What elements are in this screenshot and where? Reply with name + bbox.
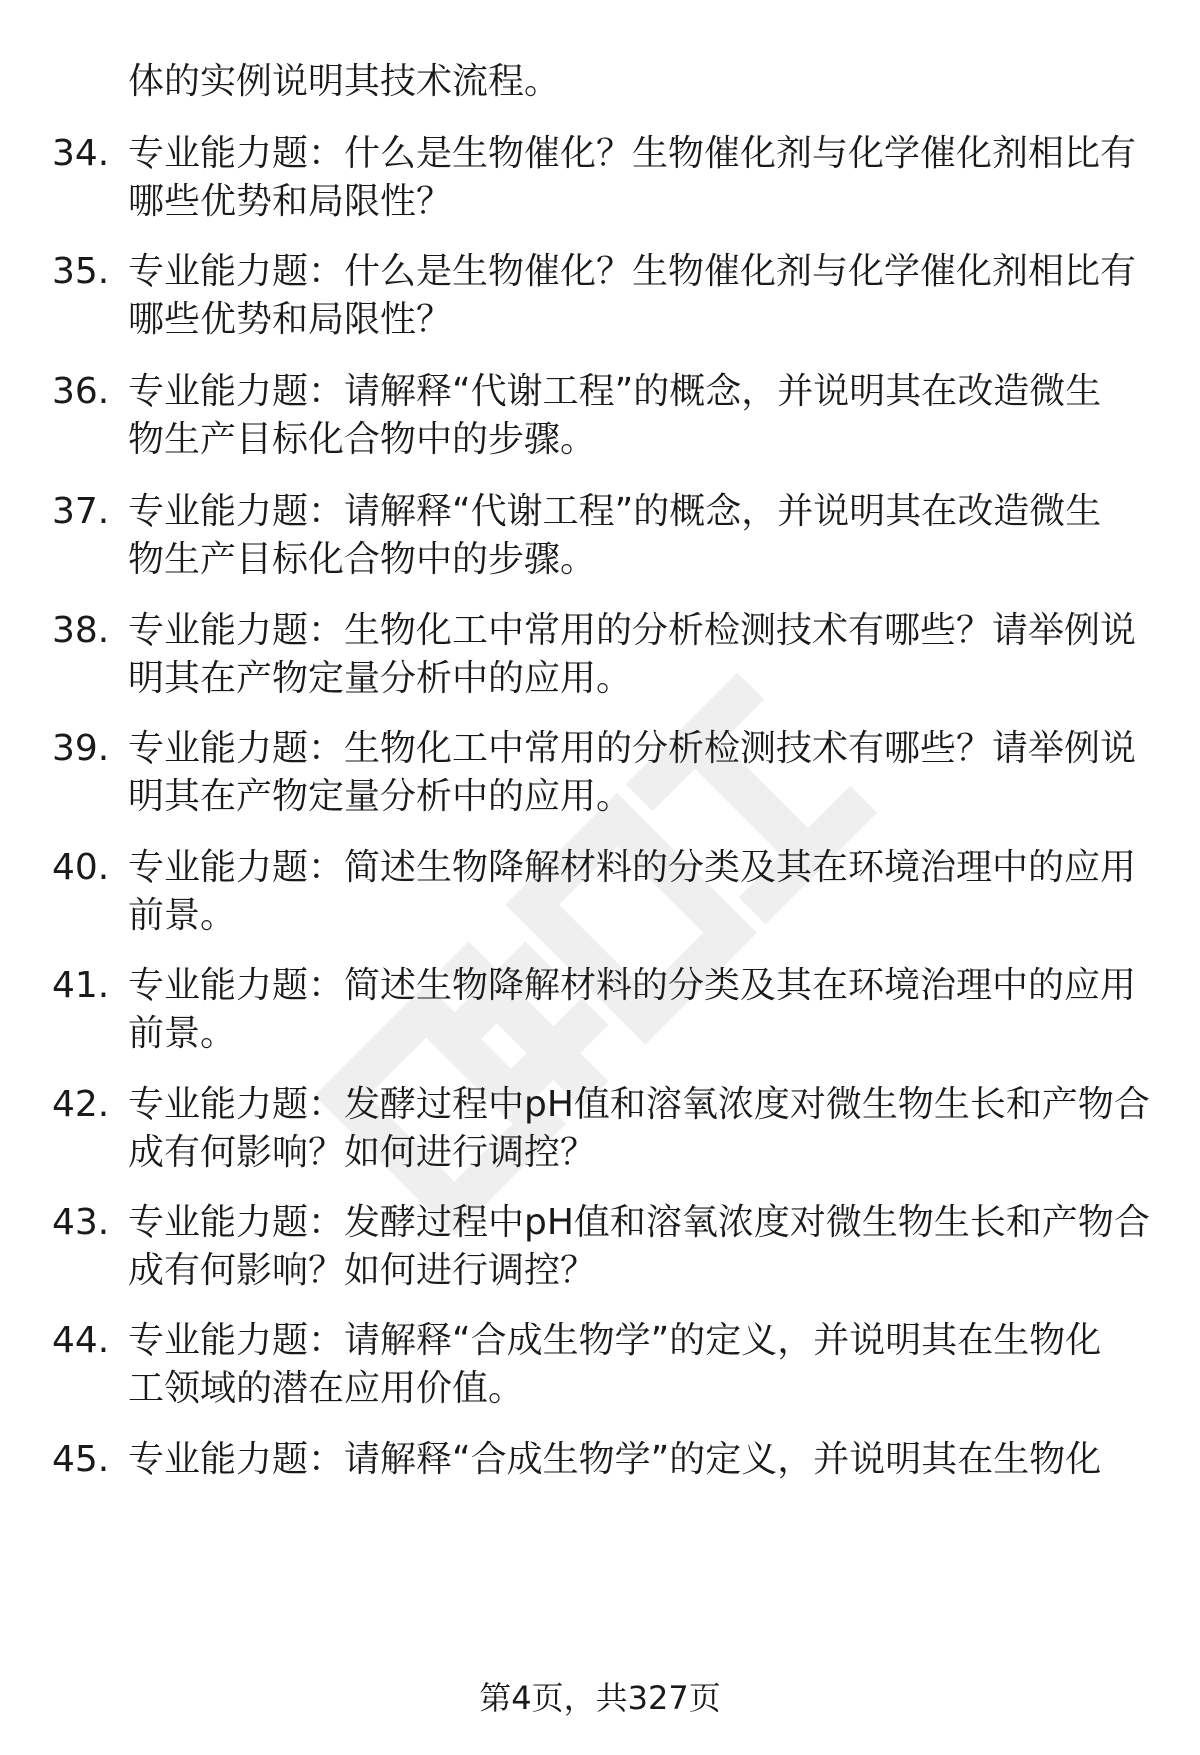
question-line: 明其在产物定量分析中的应用。 [128,776,633,817]
question-line: 专业能力题：生物化工中常用的分析检测技术有哪些？请举例说 [128,728,1137,769]
question-line: 明其在产物定量分析中的应用。 [128,658,633,699]
question-line: 专业能力题：请解释“代谢工程”的概念，并说明其在改造微生 [128,491,1102,532]
question-text [128,1199,1148,1295]
question-line: 成有何影响？如何进行调控？ [128,1250,597,1291]
question-number: 42. [52,1084,110,1125]
question-text [128,488,1148,584]
question-item-34 [52,130,1162,226]
question-text [128,1317,1148,1413]
question-item-43 [52,1199,1162,1295]
question-text [128,962,1148,1058]
continuation-text: 体的实例说明其技术流程。 [128,61,561,102]
question-line: 物生产目标化合物中的步骤。 [128,539,597,580]
question-line: 哪些优势和局限性？ [128,181,453,222]
question-item-41 [52,962,1162,1058]
question-number: 41. [52,965,110,1006]
question-line: 专业能力题：发酵过程中pH值和溶氧浓度对微生物生长和产物合 [128,1084,1150,1125]
question-number: 39. [52,728,110,769]
question-text [128,130,1148,226]
question-text [128,1436,1148,1484]
question-line: 专业能力题：请解释“代谢工程”的概念，并说明其在改造微生 [128,371,1102,412]
question-item-42 [52,1081,1162,1177]
question-number: 45. [52,1439,110,1480]
question-line: 专业能力题：简述生物降解材料的分类及其在环境治理中的应用 [128,847,1137,888]
question-item-36 [52,368,1162,464]
question-line: 前景。 [128,1013,237,1054]
question-line: 专业能力题：请解释“合成生物学”的定义，并说明其在生物化 [128,1439,1102,1480]
question-text [128,725,1148,821]
question-number: 44. [52,1320,110,1361]
question-text [128,844,1148,940]
question-number: 43. [52,1202,110,1243]
question-item-40 [52,844,1162,940]
question-line: 成有何影响？如何进行调控？ [128,1132,597,1173]
question-line: 物生产目标化合物中的步骤。 [128,419,597,460]
question-number: 36. [52,371,110,412]
question-number: 37. [52,491,110,532]
question-item-39 [52,725,1162,821]
question-item-35 [52,248,1162,344]
question-line: 专业能力题：什么是生物催化？生物催化剂与化学催化剂相比有 [128,251,1137,292]
question-text [128,368,1148,464]
question-line: 专业能力题：生物化工中常用的分析检测技术有哪些？请举例说 [128,610,1137,651]
question-item-37 [52,488,1162,584]
question-number: 34. [52,133,110,174]
question-number: 38. [52,610,110,651]
question-text [128,248,1148,344]
question-text [128,1081,1148,1177]
question-line: 前景。 [128,895,237,936]
question-line: 专业能力题：发酵过程中pH值和溶氧浓度对微生物生长和产物合 [128,1202,1150,1243]
question-number: 40. [52,847,110,888]
question-item-45 [52,1436,1162,1484]
question-item-44 [52,1317,1162,1413]
question-line: 哪些优势和局限性？ [128,299,453,340]
question-line: 专业能力题：简述生物降解材料的分类及其在环境治理中的应用 [128,965,1137,1006]
question-line: 专业能力题：什么是生物催化？生物催化剂与化学催化剂相比有 [128,133,1137,174]
question-item-38 [52,607,1162,703]
question-line: 工领域的潜在应用价值。 [128,1368,525,1409]
question-line: 专业能力题：请解释“合成生物学”的定义，并说明其在生物化 [128,1320,1102,1361]
question-number: 35. [52,251,110,292]
page-footer: 第4页，共327页 [479,1679,721,1717]
question-text [128,607,1148,703]
